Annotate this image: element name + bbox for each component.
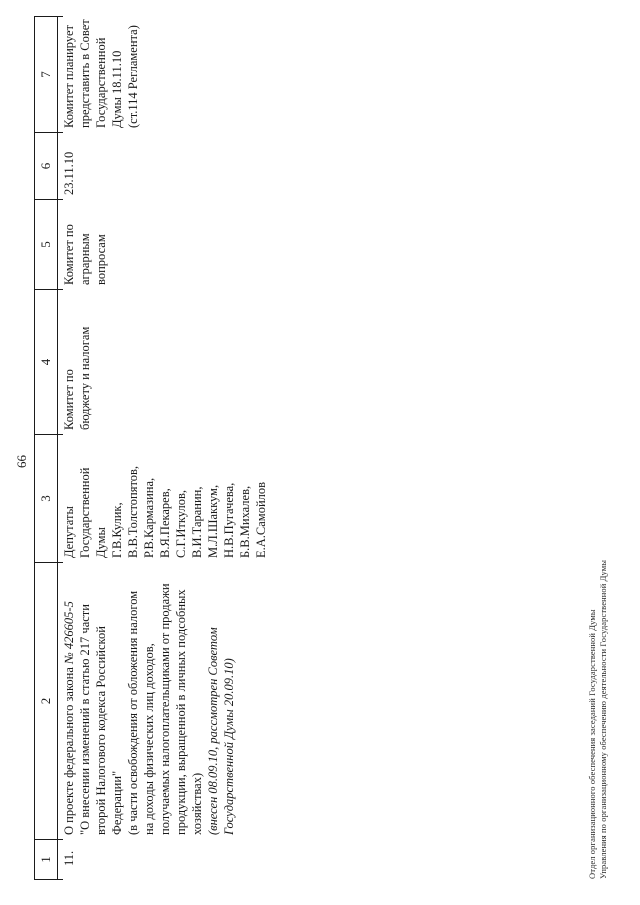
table-row [58, 17, 269, 879]
cell-responsible-committee: Комитет по бюджету и налогам [62, 326, 92, 430]
cell-bill-title: О проекте федерального закона № 426605-5 "О внесении изменений в статью 217 части второй Налогового кодекса Российской Федерации" (в части освобождения от обложения налогом на доходы физических лиц доходов, получаемых налогоплательщиками от продажи продукции, выращенной в личных подсобных хозяйствах) (внесен 08.09.10, рассмотрен Советом Государственной Думы 20.09.10) [62, 583, 236, 835]
cell-border-tick [58, 132, 63, 133]
document-footer [587, 560, 608, 879]
cell-initiators: Депутаты Государственной Думы Г.В.Кулик, В.В.Толстопятов, Р.В.Кармазина, В.Я.Пекарев, С.Г.Иткулов, В.И.Таранин, М.Л.Шаккум, Н.В.Пугачева, Б.В.Михалев, Е.А.Самойлов [62, 465, 268, 558]
cell-note: Комитет планирует представить в Совет Государственной Думы 18.11.10 (ст.114 Регламента) [62, 19, 140, 128]
cell-border-tick [58, 839, 63, 840]
cell-row-number: 11. [62, 850, 76, 866]
column-header-4: 4 [35, 289, 57, 434]
footer-line-2: Управления по организационному обеспечению деятельности Государственной Думы [597, 559, 608, 879]
cell-co-committee: Комитет по аграрным вопросам [62, 224, 108, 285]
footer-line-1: Отдел организационного обеспечения заседаний Государственной Думы [587, 609, 597, 879]
column-header-1: 1 [35, 839, 57, 879]
cell-border-tick [58, 289, 63, 290]
cell-border-tick [58, 879, 63, 880]
page-number: 66 [14, 455, 29, 468]
cell-border-tick [58, 199, 63, 200]
agenda-table [34, 16, 269, 880]
cell-border-tick [58, 434, 63, 435]
cell-border-tick [58, 16, 63, 17]
table-header-row [34, 16, 58, 880]
cell-border-tick [58, 562, 63, 563]
column-header-5: 5 [35, 199, 57, 289]
column-header-7: 7 [38, 71, 53, 78]
column-header-6: 6 [35, 132, 57, 199]
cell-consideration-date: 23.11.10 [62, 151, 76, 195]
column-header-3: 3 [35, 434, 57, 562]
column-header-2: 2 [35, 562, 57, 839]
